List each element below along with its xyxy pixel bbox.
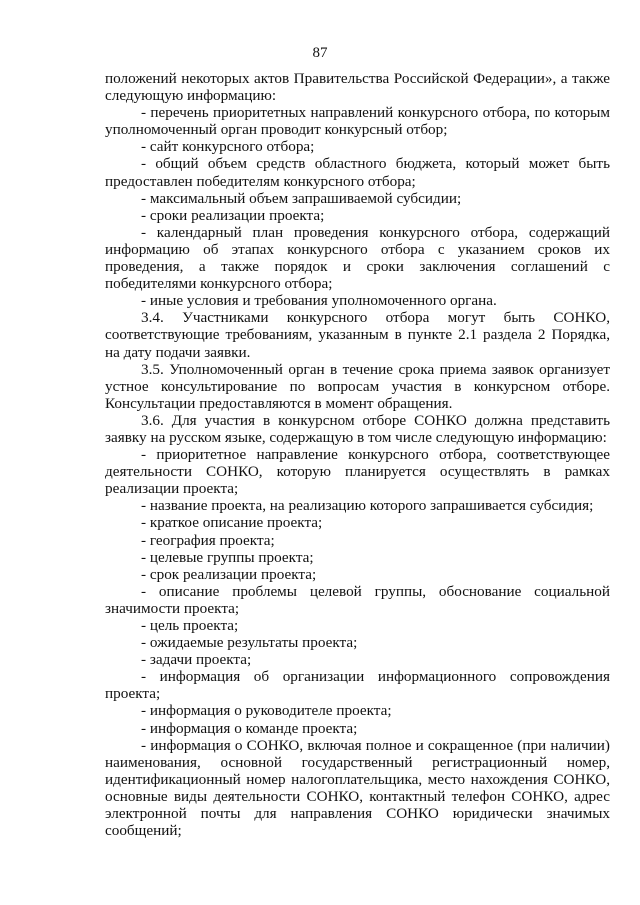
list-item: - география проекта; <box>141 531 275 549</box>
list-item: - календарный план проведения конкурсного отбора, содержащий информацию об этапах конкурсного отбора с указанием сроков их проведения, а также порядок и сроки заключения соглашений с победителями конкурсного отбора; <box>105 223 610 293</box>
list-item: - максимальный объем запрашиваемой субсидии; <box>141 189 462 207</box>
clause-paragraph: 3.4. Участниками конкурсного отбора могут быть СОНКО, соответствующие требованиям, указанным в пункте 2.1 раздела 2 Порядка, на дату подачи заявки. <box>105 309 610 361</box>
list-item: - краткое описание проекта; <box>141 514 323 532</box>
list-item: - перечень приоритетных направлений конкурсного отбора, по которым уполномоченный орган проводит конкурсный отбор; <box>105 104 610 139</box>
list-item: - срок реализации проекта; <box>141 565 317 583</box>
list-item: - задачи проекта; <box>141 651 252 669</box>
list-item: - описание проблемы целевой группы, обоснование социальной значимости проекта; <box>105 582 610 617</box>
list-item: - приоритетное направление конкурсного отбора, соответствующее деятельности СОНКО, которую планируется осуществлять в рамках реализации проекта; <box>105 446 610 498</box>
list-item: - информация о СОНКО, включая полное и сокращенное (при наличии) наименования, основной государственный регистрационный номер, идентификационный номер налогоплательщика, место нахождения СОНКО, основные виды деятельности СОНКО, контактный телефон СОНКО, адрес электронной почты для направления СОНКО юридически значимых сообщений; <box>105 736 610 840</box>
list-item: - ожидаемые результаты проекта; <box>141 634 358 652</box>
clause-paragraph: 3.5. Уполномоченный орган в течение срока приема заявок организует устное консультирование по вопросам участия в конкурсном отборе. Консультации предоставляются в момент обращения. <box>105 360 610 412</box>
list-item: - сайт конкурсного отбора; <box>141 138 315 156</box>
continuation-paragraph: положений некоторых актов Правительства Российской Федерации», а также следующую информацию: <box>105 70 610 105</box>
document-body <box>105 70 610 839</box>
clause-paragraph: 3.6. Для участия в конкурсном отборе СОНКО должна представить заявку на русском языке, содержащую в том числе следующую информацию: <box>105 411 610 446</box>
list-item: - информация об организации информационного сопровождения проекта; <box>105 668 610 703</box>
list-item: - сроки реализации проекта; <box>141 206 325 224</box>
list-item: - цель проекта; <box>141 617 239 634</box>
list-item: - общий объем средств областного бюджета, который может быть предоставлен победителям конкурсного отбора; <box>105 155 610 190</box>
list-item: - информация о руководителе проекта; <box>141 702 392 720</box>
list-item: - название проекта, на реализацию которого запрашивается субсидия; <box>141 497 594 515</box>
list-item: - иные условия и требования уполномоченного органа. <box>141 292 497 310</box>
list-item: - целевые группы проекта; <box>141 548 314 566</box>
list-item: - информация о команде проекта; <box>141 719 358 737</box>
page-number: 87 <box>312 45 328 61</box>
